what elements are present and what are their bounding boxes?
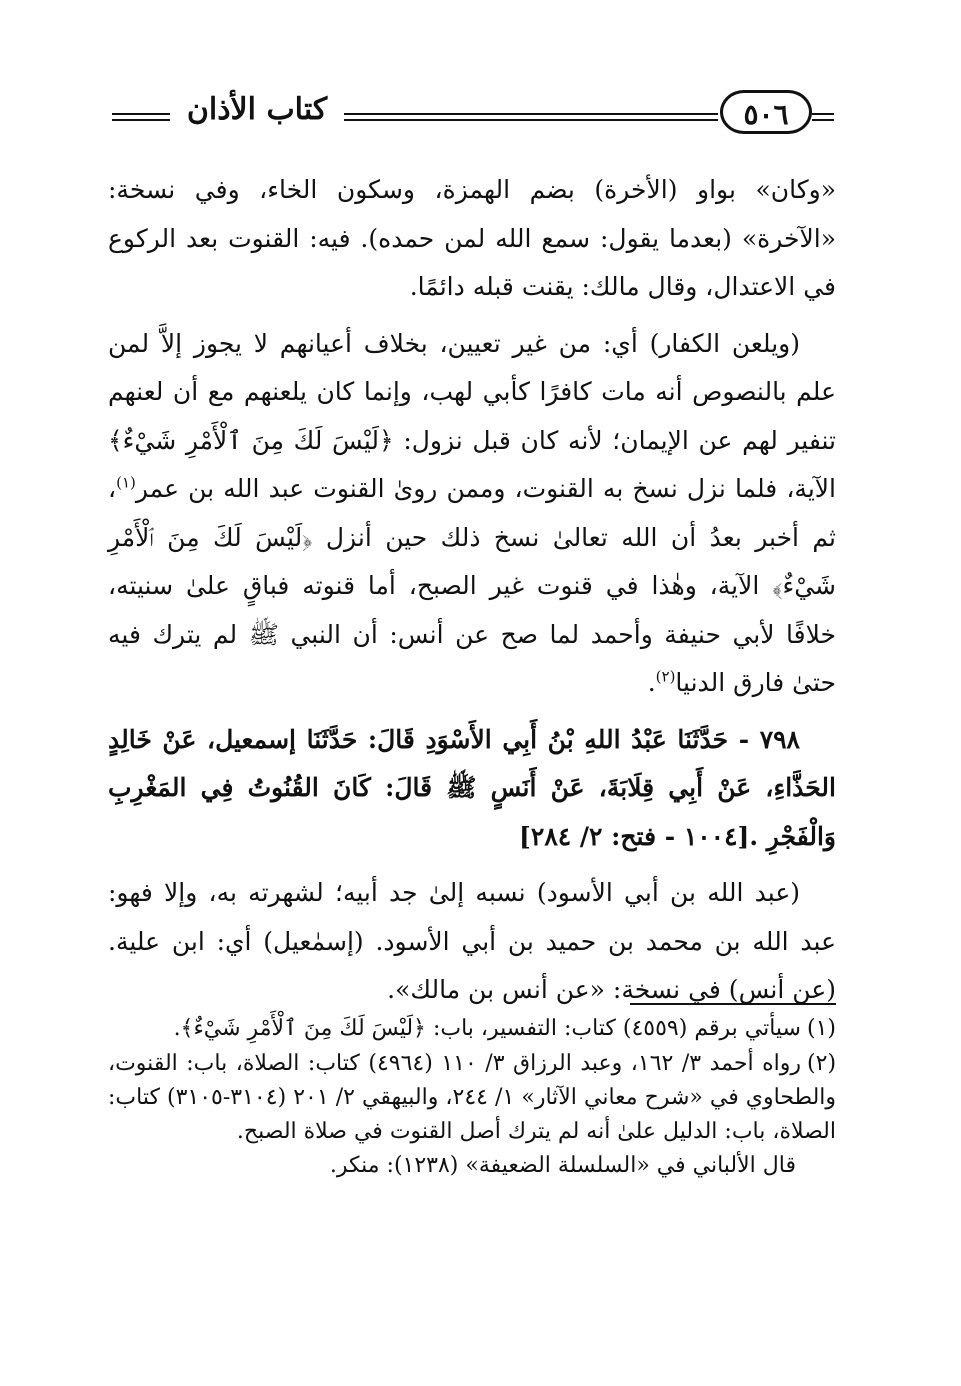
footnote-1-text: سيأتي برقم (٤٥٥٩) كتاب: التفسير، باب: ﴿لَيْسَ لَكَ مِنَ ٱلْأَمْرِ شَيْءٌ﴾. xyxy=(173,1016,801,1041)
paragraph-commentary-2 xyxy=(108,320,836,708)
header-rule-left xyxy=(112,113,170,115)
paragraph-commentary-1: «وكان» بواو (الأخرة) بضم الهمزة، وسكون الخاء، وفي نسخة: «الآخرة» (بعدما يقول: سمع الله لمن حمده). فيه: القنوت بعد الركوع في الاعتدال، وقال مالك: يقنت قبله دائمًا. xyxy=(108,175,836,301)
hadith-798: ٧٩٨ - حَدَّثَنَا عَبْدُ اللهِ بْنُ أَبِي الأَسْوَدِ قَالَ: حَدَّثَنَا إسمعيل، عَنْ خَالِدٍ الحَذَّاءِ، عَنْ أَبِي قِلَابَةَ، عَنْ أَنَسٍ ﷺ قَالَ: كَانَ القُنُوتُ فِي المَغْرِبِ وَالْفَجْرِ .[١٠٠٤ - فتح: ٢/ ٢٨٤] xyxy=(108,724,836,851)
paragraph-2-part-a: (ويلعن الكفار) أي: من غير تعيين، بخلاف أعيانهم لا يجوز إلاَّ لمن علم بالنصوص أنه مات كافرًا كأبي لهب، وإنما كان يلعنهم مع أن لعنهم تنفير لهم عن الإيمان؛ لأنه كان قبل نزول: ﴿لَيْسَ لَكَ مِنَ ٱلْأَمْرِ شَيْءٌ﴾ الآية، فلما نزل نسخ به القنوت، وممن روىٰ القنوت عبد الله بن عمر xyxy=(108,328,836,503)
header-rule-left-second xyxy=(112,119,170,121)
footnote-1 xyxy=(108,1012,836,1046)
header-rule-middle-second xyxy=(344,119,718,121)
paragraph-2-part-c: . xyxy=(647,668,656,697)
footnote-marker-1[interactable]: (١) xyxy=(116,473,136,492)
footnote-marker-2[interactable]: (٢) xyxy=(655,667,676,686)
footnote-separator xyxy=(630,1003,836,1005)
page-number: ٥٠٦ xyxy=(720,90,812,134)
paragraph-2-part-b: ، ثم أخبر بعدُ أن الله تعالىٰ نسخ ذلك حين أنزل ﴿لَيْسَ لَكَ مِنَ ٱلْأَمْرِ شَيْءٌ﴾ الآية، وهٰذا في قنوت غير الصبح، أما قنوته فباقٍ علىٰ سنيته، خلافًا لأبي حنيفة وأحمد لما صح عن أنس: أن النبي ﷺ لم يترك فيه حتىٰ فارق الدنيا xyxy=(108,474,836,697)
footnotes xyxy=(108,1012,836,1184)
footnote-1-number: (١) xyxy=(806,1016,836,1041)
running-title: كتاب الأذان xyxy=(178,92,336,127)
header-rule-right xyxy=(812,113,834,115)
footnote-2-number: (٢) xyxy=(807,1051,837,1076)
footnote-2 xyxy=(108,1047,836,1183)
page-header xyxy=(112,88,834,140)
header-rule-right-second xyxy=(812,119,834,121)
header-rule-middle xyxy=(344,113,718,115)
main-text xyxy=(108,166,836,1023)
paragraph-commentary-3: (عبد الله بن أبي الأسود) نسبه إلىٰ جد أبيه؛ لشهرته به، وإلا فهو: عبد الله بن محمد بن حميد بن أبي الأسود. (إسمٰعيل) أي: ابن علية. (عن أنس) في نسخة: «عن أنس بن مالك». xyxy=(108,878,836,1004)
footnote-2-text: رواه أحمد ٣/ ١٦٢، وعبد الرزاق ٣/ ١١٠ (٤٩٦٤) كتاب: الصلاة، باب: القنوت، والطحاوي في «شرح معاني الآثار» ١/ ٢٤٤، والبيهقي ٢/ ٢٠١ (٣١٠٤-٣١٠٥) كتاب: الصلاة، باب: الدليل علىٰ أنه لم يترك أصل القنوت في صلاة الصبح. xyxy=(108,1051,837,1144)
footnote-2-note: قال الألباني في «السلسلة الضعيفة» (١٢٣٨): منكر. xyxy=(329,1153,796,1178)
